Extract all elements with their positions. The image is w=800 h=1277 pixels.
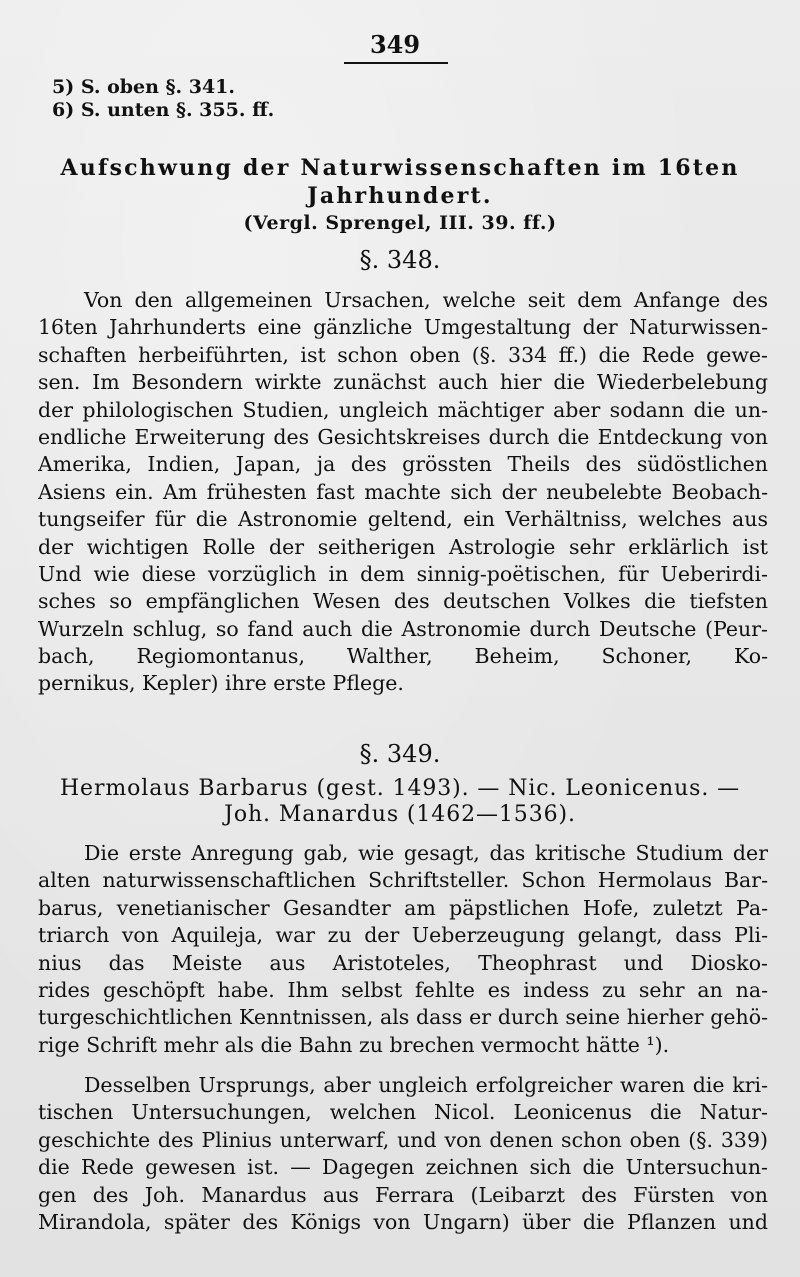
text-line: der philologischen Studien, ungleich mächtiger aber sodann die un-: [38, 397, 768, 422]
text-line: Die erste Anregung gab, wie gesagt, das kritische Studium der: [84, 841, 768, 865]
text-line: sches so empfänglichen Wesen des deutschen Volkes die tiefsten: [38, 589, 768, 614]
section-349-paragraph-2: [38, 1072, 768, 1236]
text-line: nius das Meiste aus Aristoteles, Theophrast und Diosko-: [38, 950, 768, 975]
text-line: turgeschichtlichen Kenntnissen, als dass er durch seine hierher gehö-: [38, 1005, 768, 1030]
text-line: Desselben Ursprungs, aber ungleich erfolgreicher waren die kri-: [84, 1073, 768, 1097]
section-348-title: §. 348.: [359, 246, 441, 274]
text-line: Asiens ein. Am frühesten fast machte sich der neubelebte Beobach-: [38, 479, 768, 504]
text-line: sen. Im Besondern wirkte zunächst auch hier die Wiederbelebung: [38, 370, 768, 395]
page-number: 349: [369, 30, 421, 59]
section-348-paragraph: [38, 287, 768, 698]
section-349-paragraph-1: [38, 840, 768, 1059]
chapter-heading-line-2: Jahrhundert.: [307, 183, 493, 209]
text-line: bach, Regiomontanus, Walther, Beheim, Schoner, Ko-: [38, 644, 768, 669]
section-349-persons-line-2: Joh. Manardus (1462—1536).: [224, 802, 576, 827]
text-line: schaften herbeiführten, ist schon oben (§. 334 ff.) die Rede gewe-: [38, 342, 768, 367]
text-line: alten naturwissenschaftlichen Schriftsteller. Schon Hermolaus Bar-: [38, 868, 768, 893]
text-line: gen des Joh. Manardus aus Ferrara (Leibarzt des Fürsten von: [38, 1182, 768, 1207]
section-349-persons-line-1: Hermolaus Barbarus (gest. 1493). — Nic. Leonicenus. —: [59, 776, 741, 801]
footnotes: [52, 76, 274, 122]
text-line: tungseifer für die Astronomie geltend, ein Verhältniss, welches aus: [38, 507, 768, 532]
text-line: Und wie diese vorzüglich in dem sinnig-poëtischen, für Ueberirdi-: [38, 561, 768, 586]
text-line: Wurzeln schlug, so fand auch die Astronomie durch Deutsche (Peur-: [38, 616, 768, 641]
text-line: Von den allgemeinen Ursachen, welche seit dem Anfange des: [84, 288, 768, 312]
text-line: rides geschöpft habe. Ihm selbst fehlte es indess zu sehr an na-: [38, 977, 768, 1002]
text-line: 16ten Jahrhunderts eine gänzliche Umgestaltung der Naturwissen-: [38, 315, 768, 340]
text-line: Amerika, Indien, Japan, ja des grössten Theils des südöstlichen: [38, 452, 768, 477]
text-line: endliche Erweiterung des Gesichtskreises durch die Entdeckung von: [38, 424, 768, 449]
text-line: der wichtigen Rolle der seitherigen Astrologie sehr erklärlich ist: [38, 534, 768, 559]
text-line: geschichte des Plinius unterwarf, und von denen schon oben (§. 339): [38, 1127, 768, 1152]
text-line: triarch von Aquileja, war zu der Ueberzeugung gelangt, dass Pli-: [38, 923, 768, 948]
text-line: die Rede gewesen ist. — Dagegen zeichnen sich die Untersuchun-: [38, 1155, 768, 1180]
page-number-rule: [344, 62, 448, 64]
chapter-reference: (Vergl. Sprengel, III. 39. ff.): [243, 212, 557, 234]
text-line: tischen Untersuchungen, welchen Nicol. Leonicenus die Natur-: [38, 1100, 768, 1125]
footnote-6: 6) S. unten §. 355. ff.: [52, 99, 275, 121]
text-line: barus, venetianischer Gesandter am päpstlichen Hofe, zuletzt Pa-: [38, 895, 768, 920]
text-line: rige Schrift mehr als die Bahn zu brechen vermocht hätte ¹).: [38, 1032, 670, 1057]
text-line: pernikus, Kepler) ihre erste Pflege.: [38, 671, 404, 696]
footnote-5: 5) S. oben §. 341.: [52, 76, 236, 98]
text-line: Mirandola, später des Königs von Ungarn) über die Pflanzen und: [38, 1209, 768, 1234]
chapter-heading-line-1: Aufschwung der Naturwissenschaften im 16ten: [60, 155, 740, 181]
section-349-title: §. 349.: [359, 740, 441, 768]
